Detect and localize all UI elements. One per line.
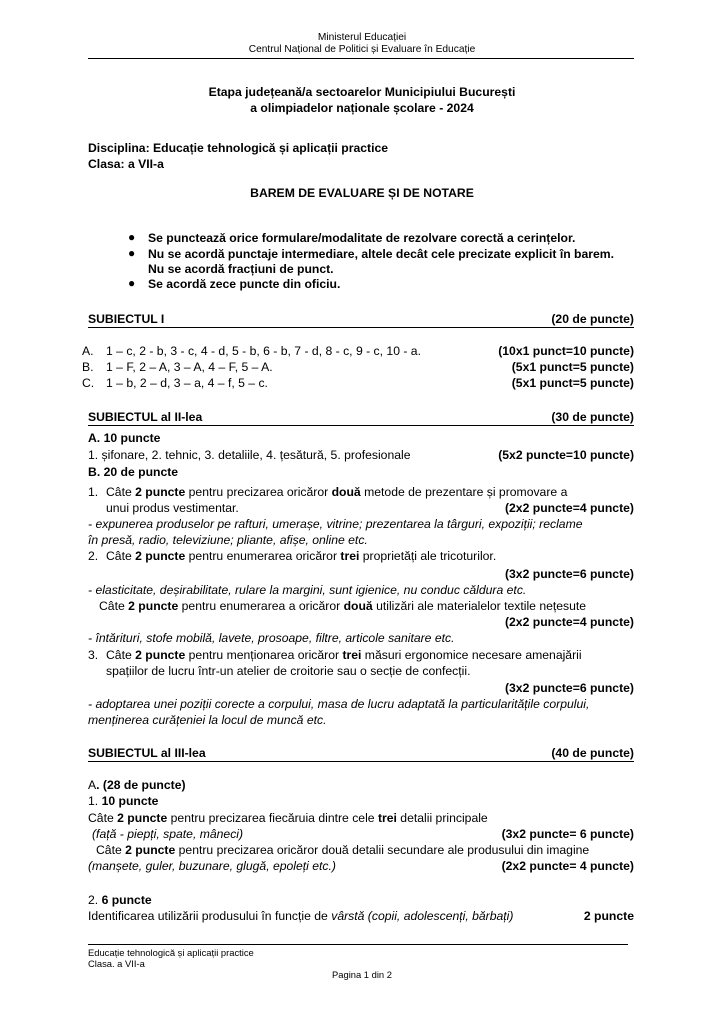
class-line: Clasa: a VII-a [88, 157, 164, 171]
header-center: Centrul Național de Politici și Evaluare în Educație [248, 44, 476, 55]
discipline: Disciplina: Educație tehnologică și aplicații practice [88, 141, 389, 155]
s2-q1-answer-2: în presă, radio, televiziune; pliante, afișe, online etc. [88, 533, 368, 547]
s2-rule [88, 425, 634, 426]
s1-a-score: (10x1 punct=10 puncte) [498, 344, 634, 358]
s2-b-heading [88, 465, 178, 479]
footer-rule [88, 944, 628, 945]
s2-q3-answer-2: menținerea curățeniei la locul de muncă etc. [88, 713, 327, 727]
s3-item1-score-secondary: (2x2 puncte= 4 puncte) [501, 859, 634, 873]
s2-title: SUBIECTUL al II-lea [88, 410, 203, 424]
s1-b-score: (5x1 punct=5 puncte) [511, 360, 634, 374]
s3-a-points: . (28 de puncte) [96, 778, 186, 792]
s2-q1-statement-line2: unui produs vestimentar. [106, 501, 239, 515]
s2-q3-number: 3. [88, 648, 99, 662]
s3-item1-line1: Câte 2 puncte pentru precizarea fiecăruia dintre cele trei detalii principale [88, 811, 488, 825]
s1-c-answers: 1 – b, 2 – d, 3 – a, 4 – f, 5 – c. [106, 376, 268, 390]
barem-title: BAREM DE EVALUARE ȘI DE NOTARE [250, 186, 474, 200]
header-rule [88, 58, 634, 59]
header-ministry: Ministerul Educației [317, 32, 407, 43]
s1-c-letter: C. [82, 376, 95, 390]
s2-q3-answer-1: - adoptarea unei poziții corecte a corpului, masa de lucru adaptată la particularitățile corpului, [88, 697, 590, 711]
title-line-2: a olimpiadelor naționale școlare - 2024 [250, 101, 474, 115]
s2-q3-statement: Câte 2 puncte pentru menționarea oricăror trei măsuri ergonomice necesare amenajării [106, 648, 582, 662]
s2-a-heading: A. 10 puncte [88, 431, 161, 445]
s1-points: (20 de puncte) [551, 312, 634, 326]
rule-3: Nu se acordă fracțiuni de punct. [148, 262, 334, 276]
s3-title: SUBIECTUL al III-lea [88, 746, 206, 760]
s3-item1-line2: Câte 2 puncte pentru precizarea oricăror două detalii secundare ale produsului din imagine [96, 843, 590, 857]
s3-a-letter: A [88, 778, 97, 792]
s3-item1-examples-secondary: (manșete, guler, buzunare, glugă, epoleți etc.) [88, 859, 336, 873]
bullet-icon: ● [128, 230, 136, 244]
footer-discipline: Educație tehnologică și aplicații practice [88, 947, 254, 958]
s3-points: (40 de puncte) [551, 746, 634, 760]
title-line-1: Etapa județeană/a sectoarelor Municipiului București [208, 85, 516, 99]
s3-item2-heading: 2. 6 puncte [88, 893, 152, 907]
s3-item2-score: 2 puncte [583, 909, 634, 923]
s3-item1-heading: 1. 10 puncte [88, 794, 159, 808]
s2-q1-answer-1: - expunerea produselor pe rafturi, umerașe, vitrine; prezentarea la târguri, expoziții; reclame [88, 517, 583, 531]
s2-a-answers: 1. șifonare, 2. tehnic, 3. detaliile, 4. țesătură, 5. profesionale [88, 448, 411, 462]
s1-a-letter: A. [82, 344, 94, 358]
s2-q2-score-2: (2x2 puncte=4 puncte) [504, 615, 634, 629]
s1-b-letter: B. [82, 360, 94, 374]
s2-q1-statement: Câte 2 puncte pentru precizarea oricăror două metode de prezentare și promovare a [106, 485, 568, 499]
s2-q2-number: 2. [88, 549, 99, 563]
s2-q2-statement: Câte 2 puncte pentru enumerarea oricăror trei proprietăți ale tricoturilor. [106, 549, 497, 563]
s2-q2-answer: - elasticitate, deșirabilitate, rulare la margini, sunt igienice, nu conduc căldura etc. [88, 583, 527, 597]
bullet-icon: ● [128, 246, 136, 260]
rule-2: Nu se acordă punctaje intermediare, altele decât cele precizate explicit în barem. [148, 247, 615, 261]
s1-b-answers: 1 – F, 2 – A, 3 – A, 4 – F, 5 – A. [106, 360, 273, 374]
s2-b-points: . 20 de puncte [96, 465, 179, 479]
s3-rule [88, 761, 634, 762]
rule-1: Se punctează orice formulare/modalitate de rezolvare corectă a cerințelor. [148, 231, 576, 245]
s3-item1-score-main: (3x2 puncte= 6 puncte) [501, 827, 634, 841]
s2-a-score: (5x2 puncte=10 puncte) [498, 448, 634, 462]
page-number: Pagina 1 din 2 [332, 969, 392, 980]
s2-q1-score: (2x2 puncte=4 puncte) [504, 501, 634, 515]
rule-4: Se acordă zece puncte din oficiu. [148, 277, 341, 291]
s2-points: (30 de puncte) [551, 410, 634, 424]
s2-b-letter: B [88, 465, 97, 479]
s1-title: SUBIECTUL I [88, 312, 165, 326]
s1-a-answers: 1 – c, 2 - b, 3 - c, 4 - d, 5 - b, 6 - b, 7 - d, 8 - c, 9 - c, 10 - a. [106, 344, 421, 358]
bullet-icon: ● [128, 276, 136, 290]
s3-a-heading [88, 778, 186, 792]
s2-q1-number: 1. [88, 485, 99, 499]
s2-q2-statement-2: Câte 2 puncte pentru enumerarea a oricăror două utilizări ale materialelor textile nețesute [99, 599, 587, 613]
s2-q2-score: (3x2 puncte=6 puncte) [504, 567, 634, 581]
s2-q2-answer-2: - întărituri, stofe mobilă, lavete, prosoape, filtre, articole sanitare etc. [88, 631, 455, 645]
footer-class: Clasa. a VII-a [88, 958, 145, 969]
s3-item1-examples-main: (față - piepți, spate, mâneci) [92, 827, 244, 841]
s1-c-score: (5x1 punct=5 puncte) [511, 376, 634, 390]
s3-item2-line: Identificarea utilizării produsului în funcție de vârstă (copii, adolescenți, bărbați) [88, 909, 514, 923]
s2-q3-statement-line2: spațiilor de lucru într-un atelier de croitorie sau o secție de confecții. [106, 664, 471, 678]
s1-rule [88, 327, 634, 328]
s2-q3-score: (3x2 puncte=6 puncte) [504, 681, 634, 695]
